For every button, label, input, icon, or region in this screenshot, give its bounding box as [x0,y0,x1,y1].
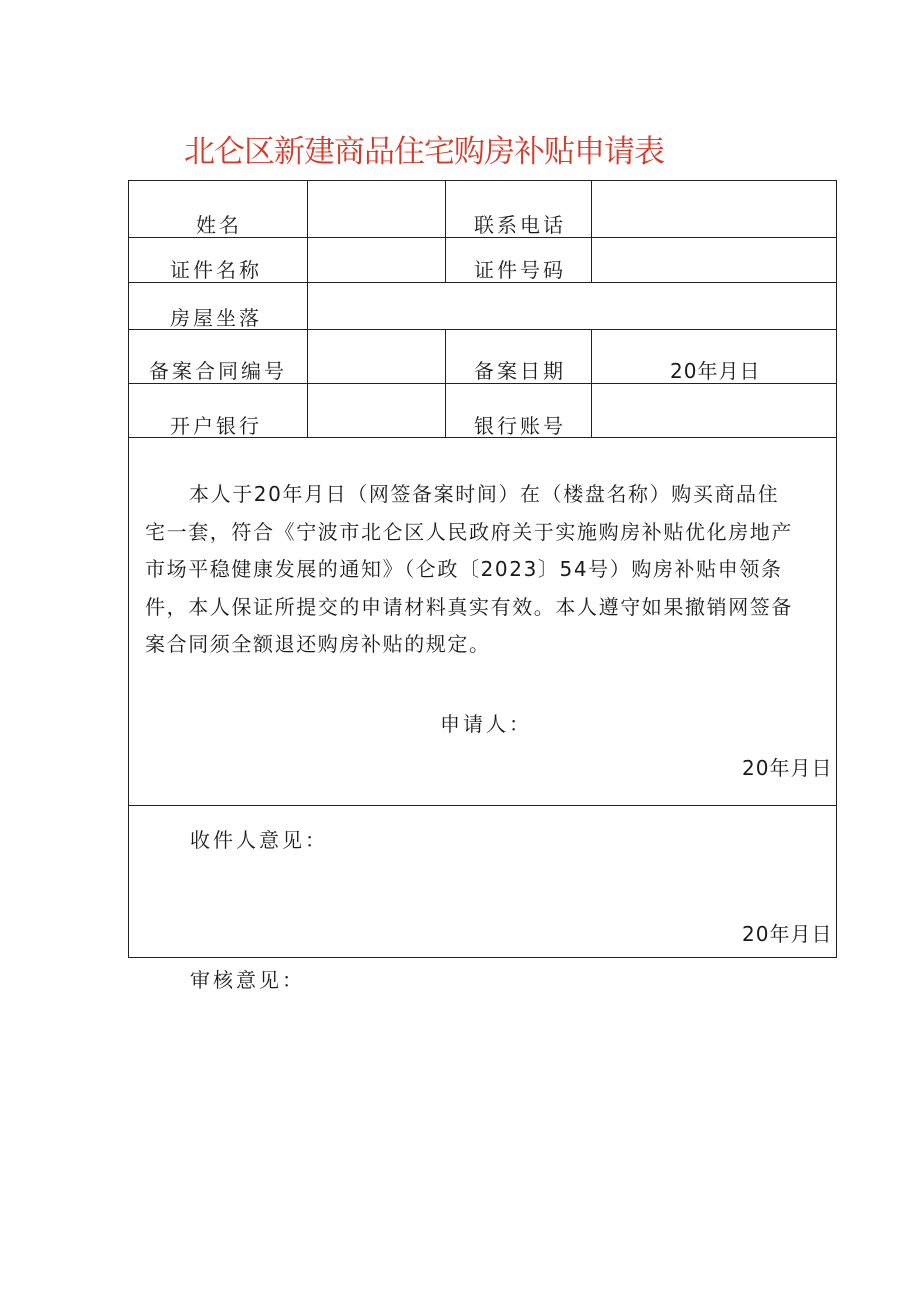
bank-label: 开户银行 [170,414,262,438]
column-divider [307,180,308,438]
form-title: 北仑区新建商品住宅购房补贴申请表 [184,134,664,170]
bank-account-label: 银行账号 [474,414,566,438]
declaration-line: 案合同须全额退还购房补贴的规定。 [145,632,491,656]
contract-number-label: 备案合同编号 [149,359,287,383]
review-opinion-label: 审核意见： [190,968,305,992]
column-divider [591,180,592,283]
id-type-label: 证件名称 [170,258,262,282]
location-label: 房屋坐落 [170,306,262,330]
receiver-opinion-label: 收件人意见： [190,828,328,852]
column-divider [445,329,446,438]
filing-date-value: 20年月日 [670,359,761,383]
declaration-line: 本人于20年月日（网签备案时间）在（楼盘名称）购买商品住 [189,482,780,506]
declaration-line: 市场平稳健康发展的通知》（仑政〔2023〕54号）购房补贴申领条 [145,557,783,581]
row-divider [128,805,837,806]
phone-label: 联系电话 [474,213,566,237]
filing-date-label: 备案日期 [474,359,566,383]
column-divider [445,180,446,283]
applicant-label: 申请人： [440,712,532,736]
declaration-text [145,476,825,664]
receiver-date: 20年月日 [742,922,833,946]
column-divider [591,329,592,438]
id-number-label: 证件号码 [474,258,566,282]
declaration-date: 20年月日 [742,756,833,780]
declaration-line: 件，本人保证所提交的申请材料真实有效。本人遵守如果撤销网签备 [145,594,793,619]
declaration-line: 宅一套，符合《宁波市北仑区人民政府关于实施购房补贴优化房地产 [145,519,793,544]
name-label: 姓名 [196,213,242,237]
